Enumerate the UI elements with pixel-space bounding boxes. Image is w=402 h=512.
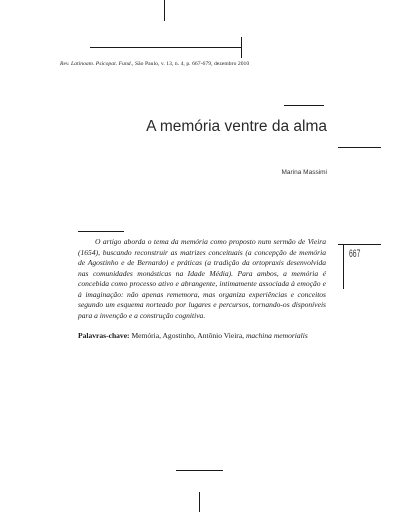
- keywords-line: [78, 331, 338, 342]
- keywords-separator: :: [127, 331, 132, 340]
- journal-citation: [60, 61, 340, 67]
- abstract-rule: [78, 231, 124, 232]
- title-rule: [284, 105, 324, 106]
- page-number-rule-vertical: [343, 244, 344, 289]
- footer-rule: [176, 470, 223, 471]
- abstract-paragraph: [78, 237, 326, 321]
- page-number: 667: [349, 248, 361, 260]
- keywords-label: Palavras-chave: [78, 331, 128, 340]
- abstract-text: O artigo aborda o tema da memória como proposto num sermão de Vieira (1654), buscando reconstruir as matrizes conceituais (a concepção de memória de Agostinho e de Bernardo) e práticas (a tradição da ortopraxis desenvolvida nas comunidades monásticas na Idade Média). Para ambos, a memória é concebida como processo ativo e abrangente, intimamente associada à emoção e à imaginação: não apenas rememora, mas organiza experiências e conceitos segundo um esquema norteado por lugares e percursos, tornando-os disponíveis para a invenção e a construção cognitiva.: [78, 237, 326, 320]
- right-margin-rule: [338, 147, 381, 148]
- page-number-rule-top: [338, 244, 381, 245]
- citation-details: , São Paulo, v. 13, n. 4, p. 667-679, dezembro 2010: [132, 61, 250, 67]
- header-rule: [90, 47, 242, 48]
- keywords-italic-term: machina memorialis: [245, 331, 308, 340]
- crop-mark-top-left: [164, 0, 165, 21]
- journal-abbreviation: Rev. Latinoam. Psicopat. Fund.: [60, 61, 133, 67]
- article-title: A memória ventre da alma: [146, 118, 327, 135]
- author-name: Marina Massimi: [281, 169, 327, 176]
- keywords-terms: Memória, Agostinho, Antônio Vieira,: [131, 331, 246, 340]
- crop-mark-bottom: [199, 492, 200, 512]
